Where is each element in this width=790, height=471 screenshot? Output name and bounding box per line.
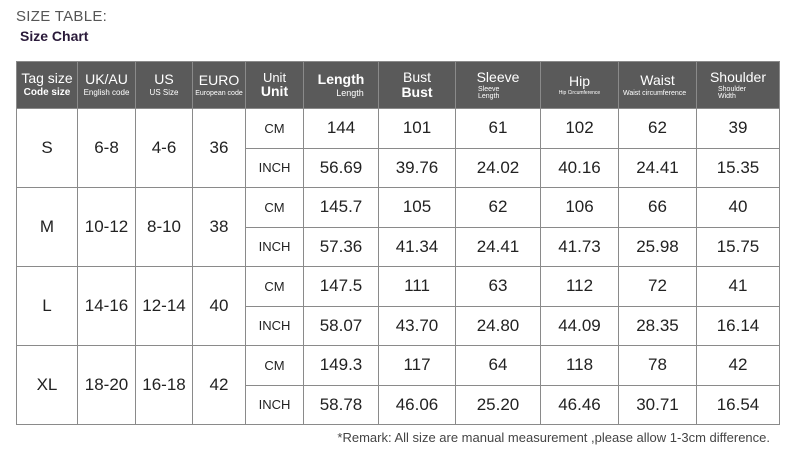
sleeve-value: 24.41 [456,227,541,267]
header-hip-label: Hip [568,73,590,90]
header-hip-sub: Hip Circumference [558,89,601,96]
shoulder-value: 16.14 [697,306,780,346]
length-value: 145.7 [304,188,379,228]
header-unit-label: Unit [262,69,287,85]
header-euro [193,62,246,109]
length-value: 56.69 [304,148,379,188]
header-tag-size-label: Tag size [21,70,73,87]
euro-size-cell: 36 [193,109,246,188]
hip-value: 40.16 [541,148,619,188]
hip-value: 106 [541,188,619,228]
shoulder-value: 42 [697,346,780,386]
header-tag-size-sub: Code size [23,87,71,99]
size-chart-title: Size Chart [20,28,89,44]
header-sleeve [456,62,541,109]
waist-value: 72 [619,267,697,307]
euro-size-cell: 40 [193,267,246,346]
waist-value: 66 [619,188,697,228]
header-bust-label: Bust [402,69,431,86]
size-table [16,61,780,425]
us-size-cell: 8-10 [136,188,193,267]
bust-value: 43.70 [379,306,456,346]
header-bust [379,62,456,109]
header-hip [541,62,619,109]
us-size-cell: 12-14 [136,267,193,346]
sleeve-value: 61 [456,109,541,149]
unit-cell: INCH [246,385,304,425]
table-row [17,346,780,386]
hip-value: 118 [541,346,619,386]
bust-value: 105 [379,188,456,228]
page-title: SIZE TABLE: [16,8,108,25]
unit-cell: INCH [246,227,304,267]
table-row [17,267,780,307]
header-length-label: Length [317,70,365,87]
size-cell: M [17,188,78,267]
sleeve-value: 63 [456,267,541,307]
euro-size-cell: 42 [193,346,246,425]
unit-cell: CM [246,267,304,307]
size-table-body [17,109,780,425]
unit-cell: INCH [246,148,304,188]
length-value: 144 [304,109,379,149]
size-cell: S [17,109,78,188]
shoulder-value: 16.54 [697,385,780,425]
waist-value: 28.35 [619,306,697,346]
hip-value: 41.73 [541,227,619,267]
shoulder-value: 41 [697,267,780,307]
unit-cell: CM [246,188,304,228]
header-ukau-label: UK/AU [85,71,128,88]
sleeve-value: 62 [456,188,541,228]
bust-value: 41.34 [379,227,456,267]
bust-value: 39.76 [379,148,456,188]
header-tag-size [17,62,78,109]
us-size-cell: 16-18 [136,346,193,425]
header-ukau [78,62,136,109]
length-value: 58.78 [304,385,379,425]
header-row [17,62,780,109]
header-euro-label: EURO [198,71,240,88]
bust-value: 117 [379,346,456,386]
header-unit [246,62,304,109]
hip-value: 112 [541,267,619,307]
shoulder-value: 15.35 [697,148,780,188]
bust-value: 46.06 [379,385,456,425]
header-shoulder-label: Shoulder [709,68,767,85]
header-sleeve-label: Sleeve [476,68,520,85]
shoulder-value: 39 [697,109,780,149]
size-cell: L [17,267,78,346]
hip-value: 44.09 [541,306,619,346]
uk-size-cell: 10-12 [78,188,136,267]
header-sleeve-sub: Sleeve Length [478,85,500,100]
us-size-cell: 4-6 [136,109,193,188]
length-value: 149.3 [304,346,379,386]
bust-value: 101 [379,109,456,149]
euro-size-cell: 38 [193,188,246,267]
bust-value: 111 [379,267,456,307]
table-row [17,109,780,149]
header-us-label: US [154,71,174,88]
uk-size-cell: 6-8 [78,109,136,188]
header-unit-sub: Unit [260,83,289,100]
unit-cell: INCH [246,306,304,346]
size-cell: XL [17,346,78,425]
header-us-sub: US Size [149,88,179,98]
waist-value: 30.71 [619,385,697,425]
sleeve-value: 25.20 [456,385,541,425]
sleeve-value: 64 [456,346,541,386]
header-bust-sub: Bust [401,84,433,100]
unit-cell: CM [246,346,304,386]
header-length [304,62,379,109]
header-length-sub: Length [336,87,364,98]
length-value: 58.07 [304,306,379,346]
hip-value: 46.46 [541,385,619,425]
hip-value: 102 [541,109,619,149]
header-shoulder [697,62,780,109]
header-waist [619,62,697,109]
header-euro-sub: European code [195,89,243,97]
waist-value: 25.98 [619,227,697,267]
header-ukau-sub: English code [83,88,130,98]
header-shoulder-sub: Shoulder Width [718,85,747,100]
shoulder-value: 40 [697,188,780,228]
uk-size-cell: 14-16 [78,267,136,346]
waist-value: 78 [619,346,697,386]
header-waist-label: Waist [640,71,675,88]
length-value: 147.5 [304,267,379,307]
sleeve-value: 24.80 [456,306,541,346]
header-us [136,62,193,109]
waist-value: 62 [619,109,697,149]
shoulder-value: 15.75 [697,227,780,267]
unit-cell: CM [246,109,304,149]
waist-value: 24.41 [619,148,697,188]
sleeve-value: 24.02 [456,148,541,188]
length-value: 57.36 [304,227,379,267]
header-waist-sub: Waist circumference [623,89,687,97]
table-row [17,188,780,228]
remark-note: *Remark: All size are manual measurement ,please allow 1-3cm difference. [337,430,770,445]
uk-size-cell: 18-20 [78,346,136,425]
